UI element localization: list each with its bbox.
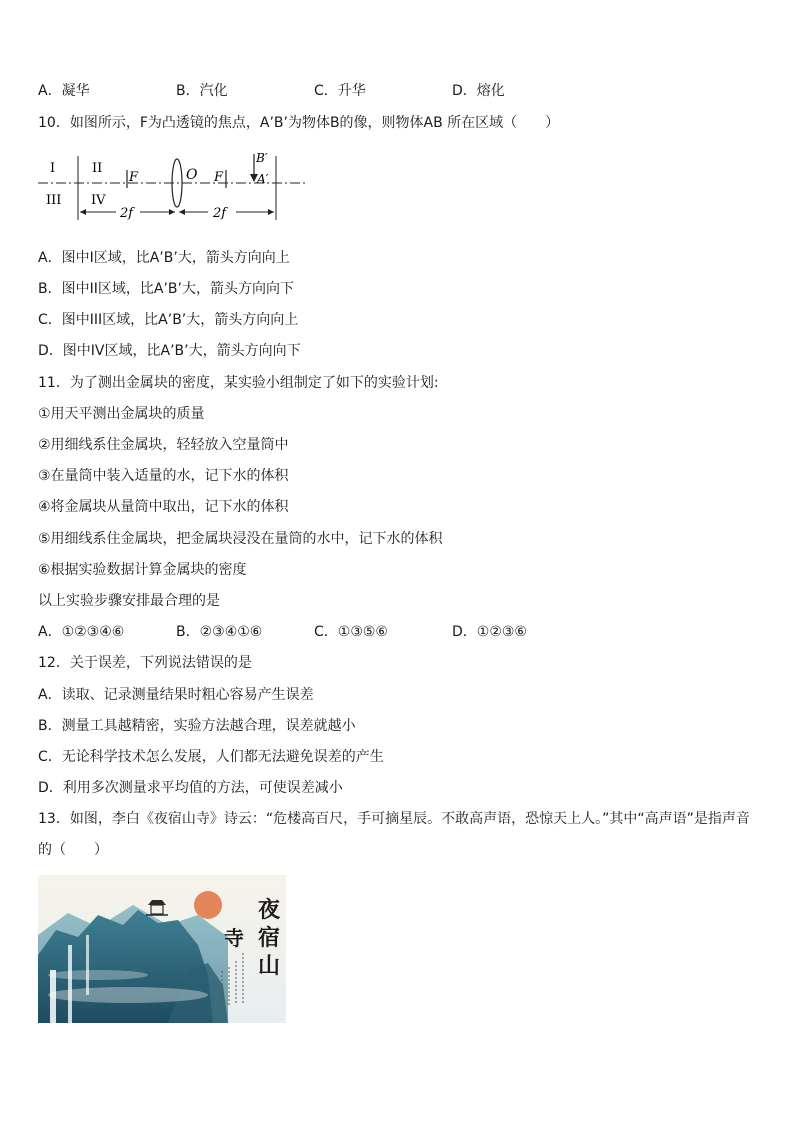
- poem-title-char-4: 寺: [224, 926, 244, 950]
- focus-label-left: F: [129, 170, 139, 185]
- q12-option-c[interactable]: C．无论科学技术怎么发展，人们都无法避免误差的产生: [38, 749, 384, 765]
- q11-option-c[interactable]: C．①③⑤⑥: [314, 624, 388, 640]
- q10-option-c[interactable]: C．图中III区域，比A’B’大，箭头方向向上: [38, 312, 299, 328]
- q11-step-5: ⑤用细线系住金属块，把金属块浸没在量筒的水中，记下水的体积: [38, 531, 443, 547]
- q9-option-a[interactable]: A．凝华: [38, 83, 90, 99]
- q12-option-b[interactable]: B．测量工具越精密，实验方法越合理，误差就越小: [38, 718, 356, 734]
- q9-options: [38, 81, 758, 101]
- q10-option-d[interactable]: D．图中IV区域，比A’B’大，箭头方向向下: [38, 343, 301, 359]
- poem-title-char-2: 宿: [258, 925, 281, 951]
- image-a-label: A′: [257, 172, 269, 186]
- q11-step-2: ②用细线系住金属块，轻轻放入空量筒中: [38, 437, 289, 453]
- region-label-4: IV: [91, 193, 106, 208]
- q11-step-3: ③在量筒中装入适量的水，记下水的体积: [38, 468, 289, 484]
- q11-stem: 11．为了测出金属块的密度，某实验小组制定了如下的实验计划:: [38, 375, 439, 391]
- q12-option-a[interactable]: A．读取、记录测量结果时粗心容易产生误差: [38, 687, 314, 703]
- q11-option-a[interactable]: A．①②③④⑥: [38, 624, 125, 640]
- q12-stem: 12．关于误差，下列说法错误的是: [38, 655, 252, 671]
- focus-label-right: F: [214, 170, 224, 185]
- two-f-right-label: 2f: [213, 206, 227, 221]
- q9-option-c[interactable]: C．升华: [314, 83, 366, 99]
- q10-option-b[interactable]: B．图中II区域，比A’B’大，箭头方向向下: [38, 281, 294, 297]
- q9-option-d[interactable]: D．熔化: [452, 83, 505, 99]
- q13-stem: 13．如图，李白《夜宿山寺》诗云：“危楼高百尺，手可摘星辰。不敢高声语，恐惊天上人。”其中“高声语”是指声音的（ ）: [38, 811, 750, 858]
- q11-step-4: ④将金属块从量筒中取出，记下水的体积: [38, 499, 289, 515]
- poem-title-char-1: 夜: [258, 897, 281, 923]
- q10-lens-diagram: [36, 148, 316, 228]
- q11-option-b[interactable]: B．②③④①⑥: [176, 624, 263, 640]
- two-f-left-label: 2f: [120, 206, 134, 221]
- poem-title-char-3: 山: [258, 953, 281, 979]
- q11-question: 以上实验步骤安排最合理的是: [38, 593, 220, 609]
- q12-option-d[interactable]: D．利用多次测量求平均值的方法，可使误差减小: [38, 780, 343, 796]
- q11-step-1: ①用天平测出金属块的质量: [38, 406, 205, 422]
- q11-step-6: ⑥根据实验数据计算金属块的密度: [38, 562, 247, 578]
- q11-options: [38, 622, 758, 642]
- poem-illustration: [38, 875, 286, 1023]
- q10-stem: 10．如图所示，F为凸透镜的焦点，A’B’为物体B的像，则物体AB 所在区域（ ）: [38, 115, 560, 131]
- q10-option-a[interactable]: A．图中I区域，比A’B’大，箭头方向向上: [38, 250, 290, 266]
- q11-option-d[interactable]: D．①②③⑥: [452, 624, 527, 640]
- q9-option-b[interactable]: B．汽化: [176, 83, 228, 99]
- image-b-label: B′: [256, 151, 268, 165]
- optical-center-label: O: [186, 167, 198, 183]
- region-label-2: II: [92, 161, 103, 176]
- region-label-3: III: [46, 193, 62, 208]
- region-label-1: I: [50, 161, 56, 176]
